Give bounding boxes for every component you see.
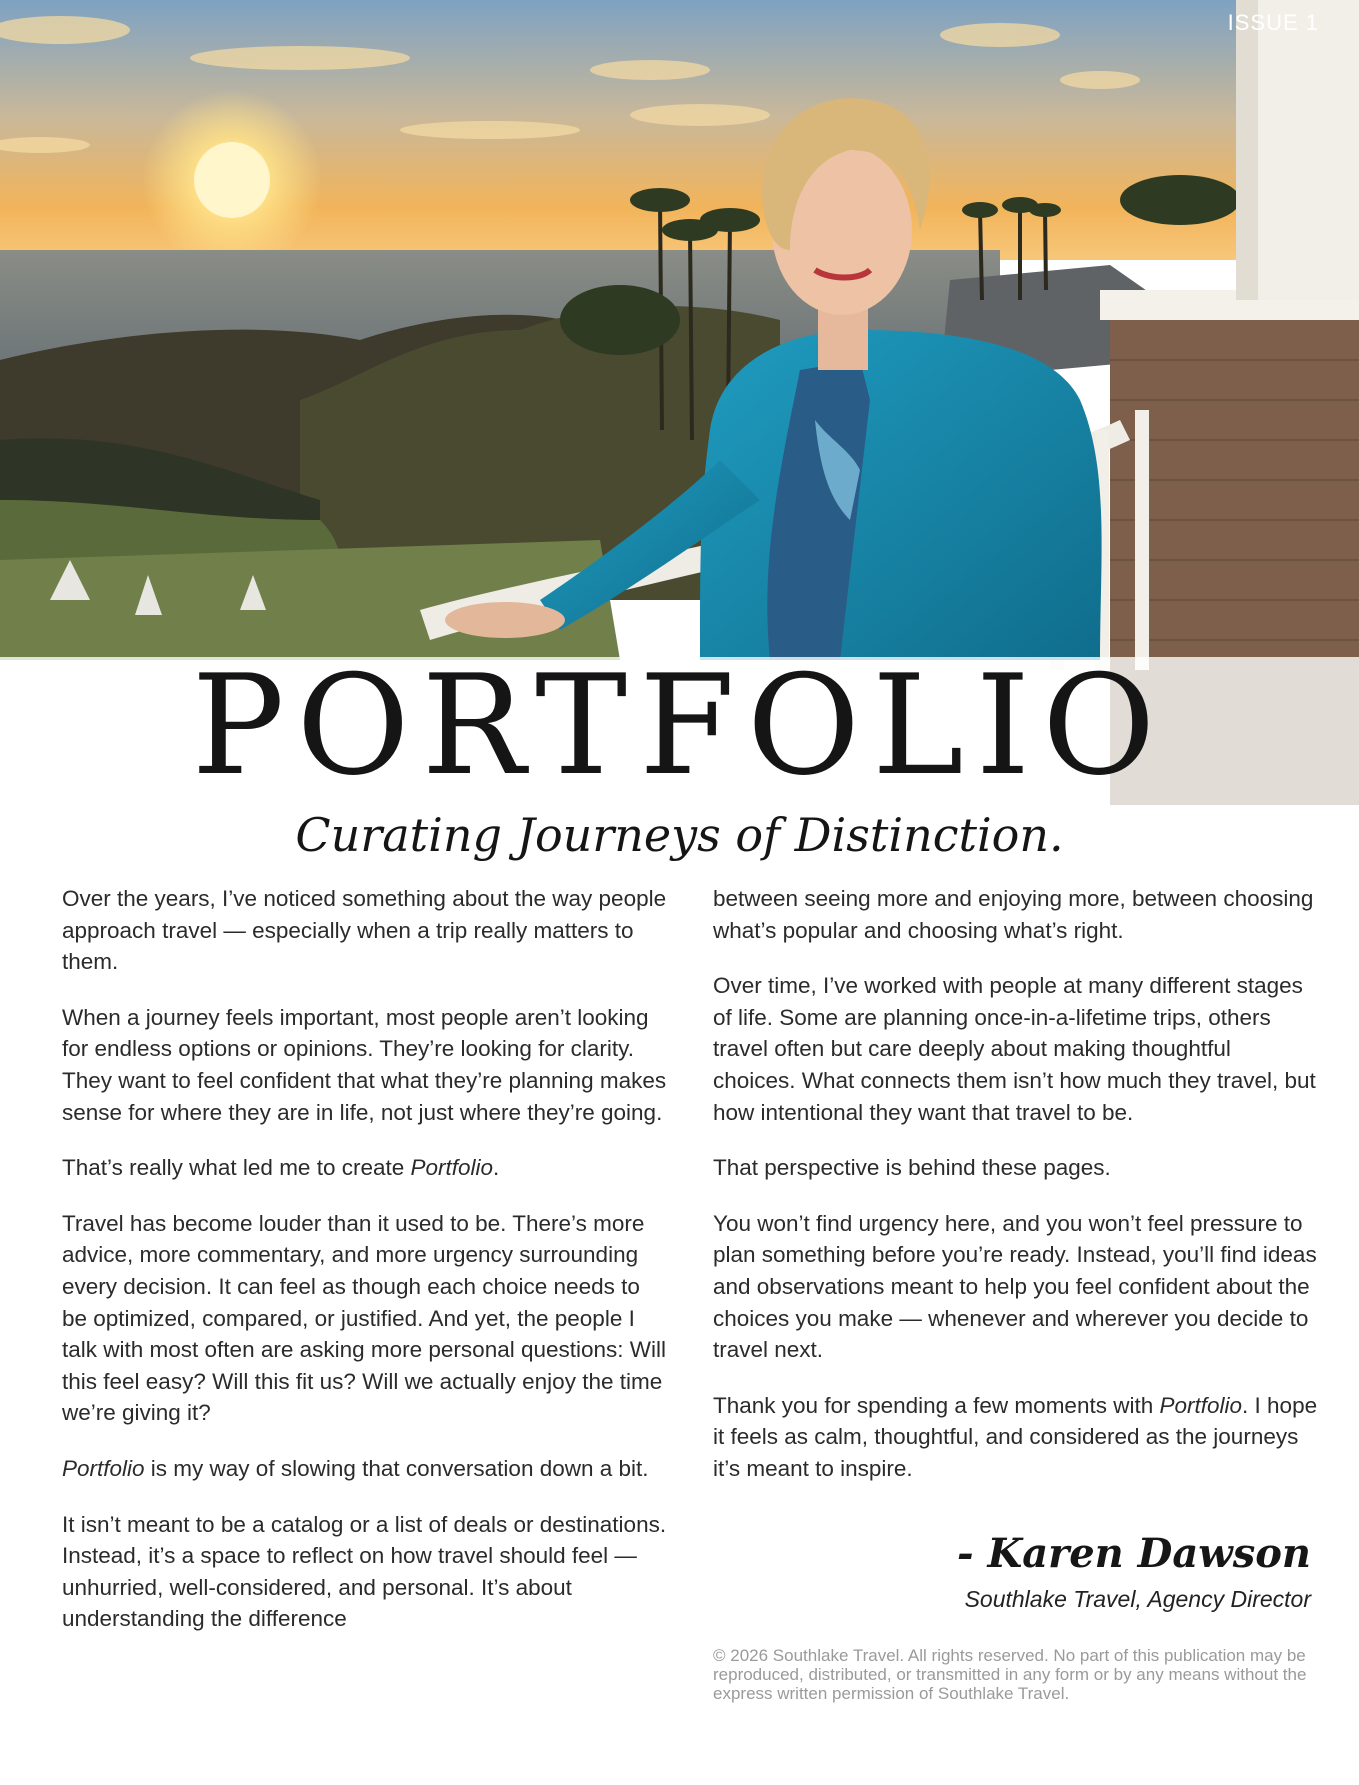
left-paragraph-2: When a journey feels important, most people aren’t looking for endless options or opinions. They’re looking for clarity. They want to feel confident that what they’re planning makes sense for where they are in life, not just where they’re going. xyxy=(62,1004,667,1125)
right-paragraph-5-text: Thank you for spending a few moments with xyxy=(713,1392,1160,1418)
left-paragraph-1: Over the years, I’ve noticed something about the way people approach travel — especially when a trip really matters to them. xyxy=(62,886,667,975)
portfolio-italic: Portfolio xyxy=(1159,1392,1243,1418)
portfolio-italic: Portfolio xyxy=(410,1155,494,1181)
signature-title: Southlake Travel, Agency Director xyxy=(964,1586,1311,1612)
copyright-notice: © 2026 Southlake Travel. All rights reserved. No part of this publication may be reproduced, distributed, or transmitted in any form or by any means without the express written permission of Southlake Travel. xyxy=(713,1646,1307,1703)
tagline: Curating Journeys of Distinction. xyxy=(295,808,1064,862)
right-paragraph-2: Over time, I’ve worked with people at many different stages of life. Some are planning once-in-a-lifetime trips, others travel often but care deeply about making thoughtful choices. What connects them isn’t how much they travel, but how intentional they want that travel to be. xyxy=(713,973,1316,1125)
left-paragraph-3-text: That’s really what led me to create xyxy=(62,1155,411,1181)
issue-label: ISSUE 1 xyxy=(1227,10,1319,35)
right-paragraph-5 xyxy=(713,1390,1318,1485)
right-paragraph-4: You won’t find urgency here, and you won’t feel pressure to plan something before you’re ready. Instead, you’ll find ideas and observations meant to help you feel confident about the choices you make — whenever and wherever you decide to travel next. xyxy=(713,1210,1317,1363)
right-paragraph-1: between seeing more and enjoying more, between choosing what’s popular and choosing what’s right. xyxy=(713,886,1314,943)
left-paragraph-5 xyxy=(62,1453,667,1485)
right-paragraph-3: That perspective is behind these pages. xyxy=(713,1155,1111,1181)
portfolio-italic: Portfolio xyxy=(62,1455,145,1481)
right-paragraph-5-end: . I hope it feels as calm, thoughtful, and considered as the journeys it’s meant to inspire. xyxy=(713,1392,1318,1481)
left-paragraph-4: Travel has become louder than it used to be. There’s more advice, more commentary, and more urgency surrounding every decision. It can feel as though each choice needs to be optimized, compared, or justified. And yet, the people I talk with most often are asking more personal questions: Will this feel easy? Will this fit us? Will we actually enjoy the time we’re giving it? xyxy=(62,1210,667,1426)
left-paragraph-6: It isn’t meant to be a catalog or a list of deals or destinations. Instead, it’s a space to reflect on how travel should feel — unhurried, well-considered, and personal. It’s about understanding the difference xyxy=(62,1511,667,1632)
masthead-title: PORTFOLIO xyxy=(191,645,1168,806)
left-paragraph-5-text: is my way of slowing that conversation down a bit. xyxy=(144,1455,649,1481)
signature: - Karen Dawson xyxy=(956,1530,1311,1577)
left-paragraph-3 xyxy=(62,1152,667,1184)
right-column xyxy=(713,883,1318,1509)
left-paragraph-3-end: . xyxy=(493,1155,500,1181)
building-column xyxy=(1250,0,1359,300)
left-column xyxy=(62,883,667,1659)
